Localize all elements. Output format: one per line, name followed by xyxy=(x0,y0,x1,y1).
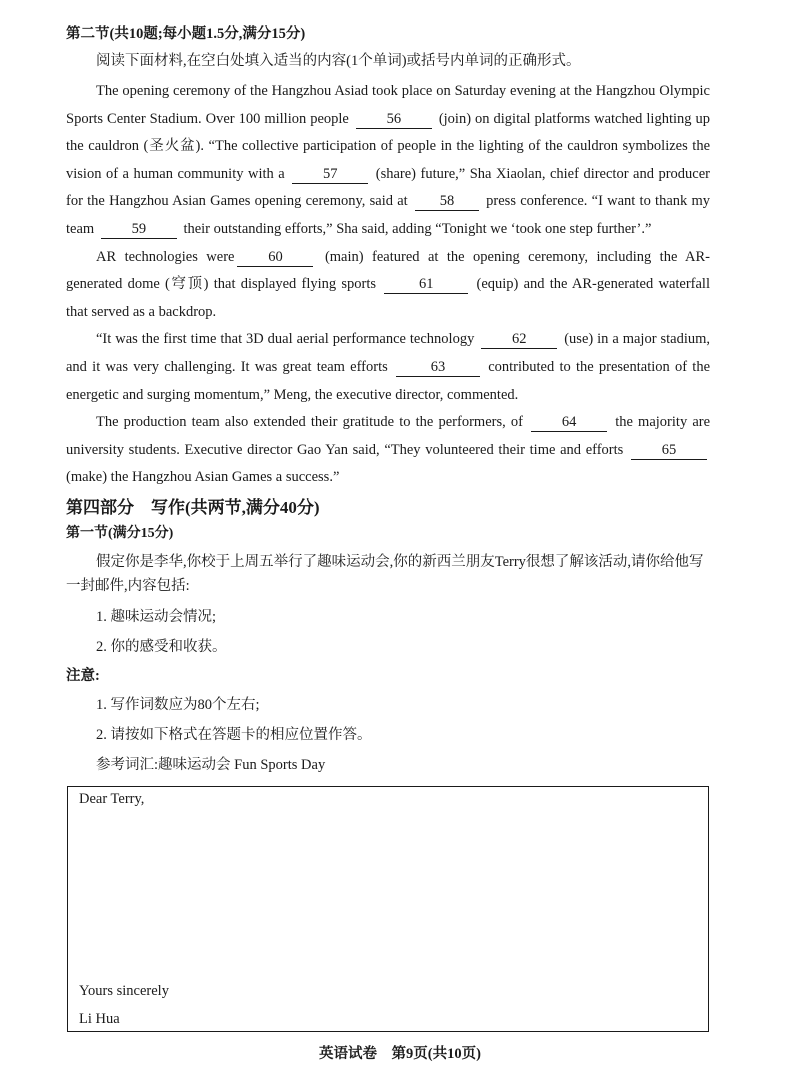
writing-task: 假定你是李华,你校于上周五举行了趣味运动会,你的新西兰朋友Terry很想了解该活动,请你给他写一封邮件,内容包括: xyxy=(66,553,704,594)
text-segment: (share) future,” Sha Xiaolan, chief director and producer for the Hangzhou Asian Games opening ceremony, said at xyxy=(66,165,711,210)
writing-section-1-title: 第一节(满分15分) xyxy=(66,525,174,541)
letter-signature: Li Hua xyxy=(79,1011,120,1027)
text-segment: the majority are university students. Executive director Gao Yan said, “They volunteered their time and efforts xyxy=(66,414,711,458)
letter-answer-box[interactable] xyxy=(67,786,709,1032)
blank-64[interactable]: 64 xyxy=(531,413,607,432)
blank-60[interactable]: 60 xyxy=(237,248,313,267)
blank-63[interactable]: 63 xyxy=(396,358,480,377)
text-segment: The opening ceremony of the Hangzhou Asiad took place on Saturday evening at the Hangzhou Olympic Sports Center Stadium. Over 100 million people xyxy=(66,83,710,127)
page-footer: 英语试卷 第9页(共10页) xyxy=(319,1046,481,1062)
text-segment: their outstanding efforts,” Sha said, adding “Tonight we ‘took one step further’.” xyxy=(183,220,652,237)
part-4-title: 第四部分 写作(共两节,满分40分) xyxy=(66,497,320,517)
text-segment: “It was the first time that 3D dual aerial performance technology xyxy=(96,331,475,348)
text-segment: The production team also extended their gratitude to the performers, of xyxy=(96,414,523,431)
content-item-2: 2. 你的感受和收获。 xyxy=(96,638,227,655)
notes-label: 注意: xyxy=(66,667,100,684)
blank-61[interactable]: 61 xyxy=(384,275,468,294)
section-2-title: 第二节(共10题;每小题1.5分,满分15分) xyxy=(66,26,306,42)
passage-paragraph-4 xyxy=(66,409,710,492)
letter-closing: Yours sincerely xyxy=(79,983,169,999)
reference-vocabulary: 参考词汇:趣味运动会 Fun Sports Day xyxy=(96,756,326,773)
blank-62[interactable]: 62 xyxy=(481,330,557,349)
text-segment: AR technologies were xyxy=(96,248,235,265)
note-1: 1. 写作词数应为80个左右; xyxy=(96,696,260,713)
text-segment: (use) in a major stadium, and it was very challenging. It was great team efforts xyxy=(66,331,711,375)
text-segment: contributed to the presentation of the energetic and surging momentum,” Meng, the executive director, commented. xyxy=(66,358,711,403)
text-segment: (main) featured at the opening ceremony, including the AR-generated dome (穹顶) that displayed flying sports xyxy=(66,248,711,293)
blank-57[interactable]: 57 xyxy=(292,165,368,184)
letter-salutation: Dear Terry, xyxy=(79,791,145,807)
blank-59[interactable]: 59 xyxy=(101,220,177,239)
section-2-instruction: 阅读下面材料,在空白处填入适当的内容(1个单词)或括号内单词的正确形式。 xyxy=(96,53,581,69)
passage-paragraph-2 xyxy=(66,244,710,327)
content-item-1: 1. 趣味运动会情况; xyxy=(96,608,217,625)
text-segment: (equip) and the AR-generated waterfall that served as a backdrop. xyxy=(66,276,710,320)
blank-56[interactable]: 56 xyxy=(356,110,432,129)
text-segment: (join) on digital platforms watched lighting up the cauldron (圣火盆). “The collective participation of people in the lighting of the cauldron symbolizes the vision of a human community with a xyxy=(66,110,710,182)
text-segment: (make) the Hangzhou Asian Games a success.” xyxy=(66,469,340,486)
passage-paragraph-3 xyxy=(66,326,710,409)
note-2: 2. 请按如下格式在答题卡的相应位置作答。 xyxy=(96,726,372,743)
passage-paragraph-1 xyxy=(66,78,710,244)
blank-58[interactable]: 58 xyxy=(415,192,479,211)
text-segment: press conference. “I want to thank my team xyxy=(66,193,711,237)
blank-65[interactable]: 65 xyxy=(631,441,707,460)
